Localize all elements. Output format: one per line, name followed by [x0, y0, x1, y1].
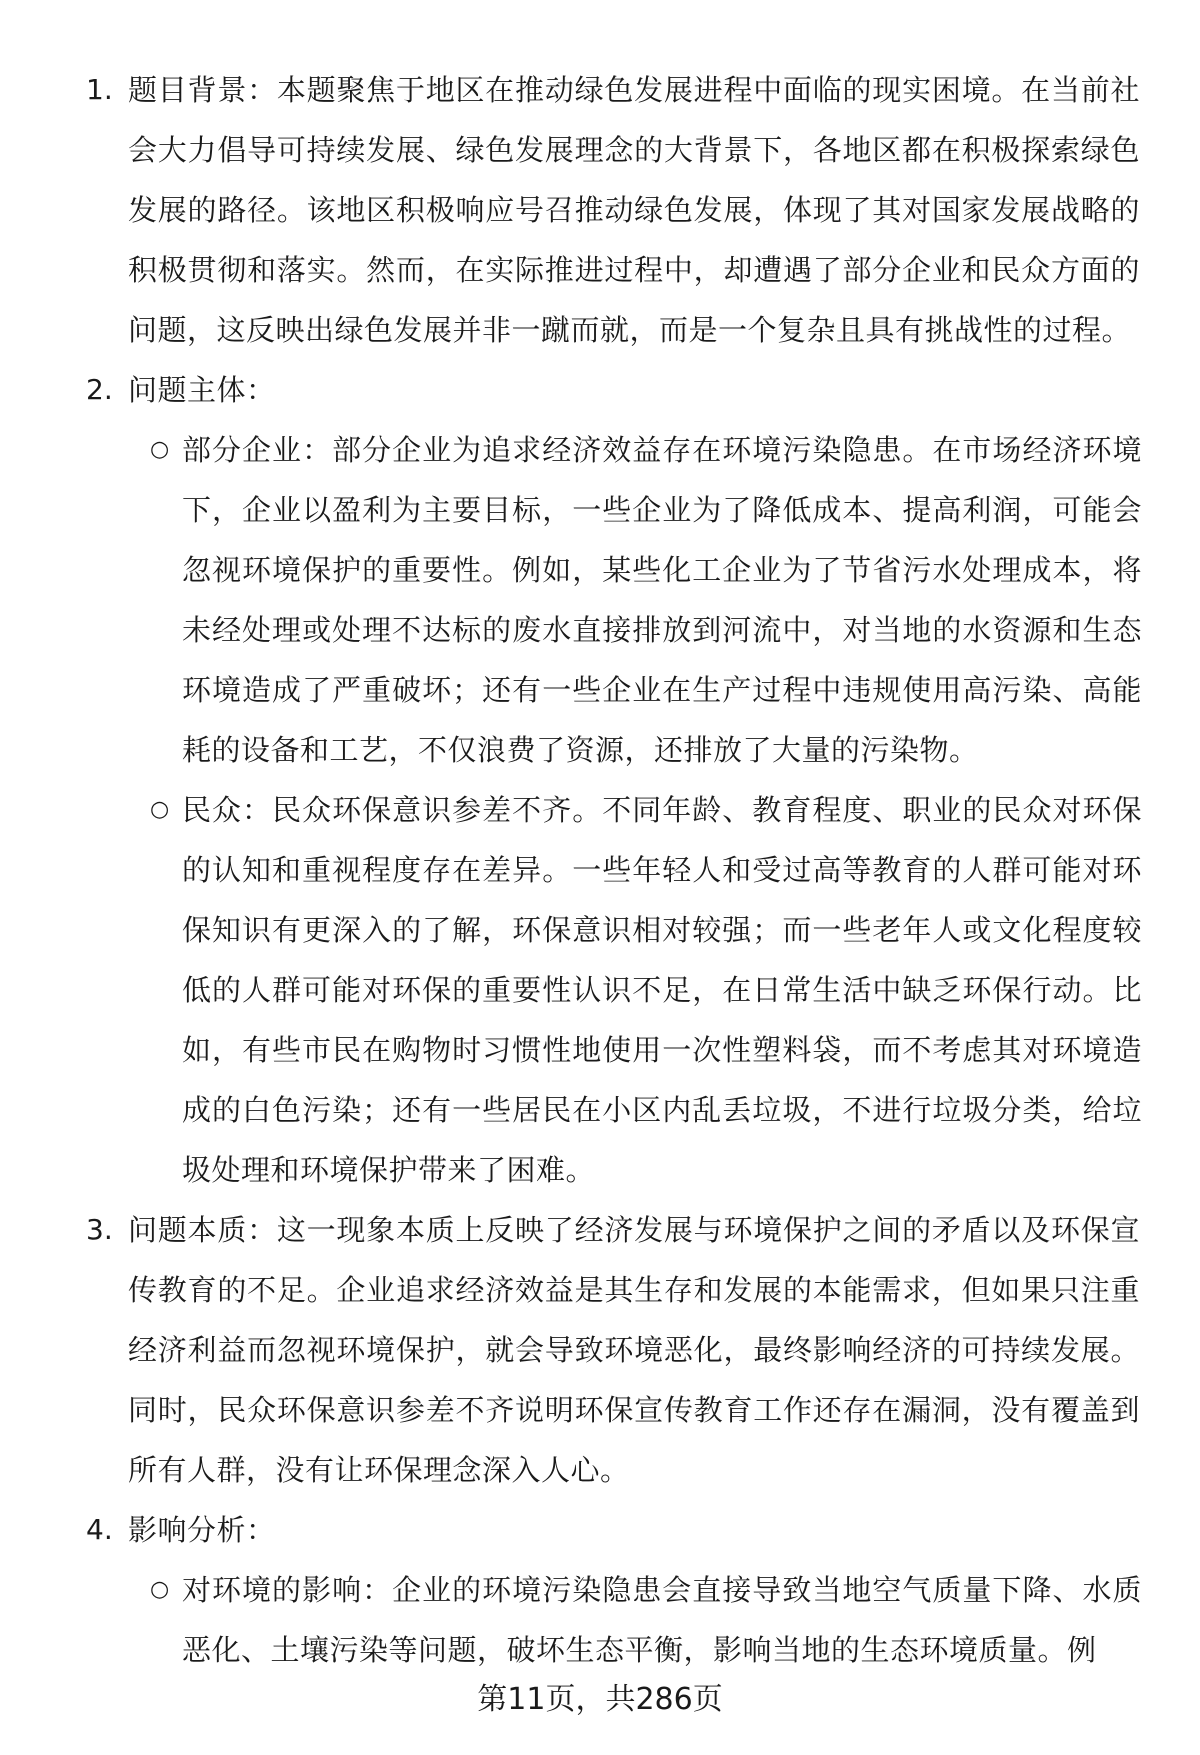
- sub-item-text: 部分企业：部分企业为追求经济效益存在环境污染隐患。在市场经济环境下，企业以盈利为主要目标，一些企业为了降低成本、提高利润，可能会忽视环境保护的重要性。例如，某些化工企业为了节省污水处理成本，将未经处理或处理不达标的废水直接排放到河流中，对当地的水资源和生态环境造成了严重破坏；还有一些企业在生产过程中违规使用高污染、高能耗的设备和工艺，不仅浪费了资源，还排放了大量的污染物。: [182, 433, 1142, 767]
- list-item-1: [0, 60, 1200, 360]
- list-number: 2.: [86, 373, 113, 406]
- sub-item-companies: [0, 420, 1200, 780]
- circle-bullet-icon: ○: [150, 1577, 170, 1602]
- sub-item-public: [0, 780, 1200, 1200]
- sub-item-text: 对环境的影响：企业的环境污染隐患会直接导致当地空气质量下降、水质恶化、土壤污染等问题，破坏生态平衡，影响当地的生态环境质量。例: [182, 1573, 1142, 1667]
- document-content: [0, 60, 1200, 1680]
- list-number: 4.: [86, 1513, 113, 1546]
- list-number: 1.: [86, 73, 113, 106]
- list-item-text: 问题主体：: [128, 373, 276, 407]
- circle-bullet-icon: ○: [150, 437, 170, 462]
- circle-bullet-icon: ○: [150, 797, 170, 822]
- list-item-3: [0, 1200, 1200, 1500]
- sub-item-text: 民众：民众环保意识参差不齐。不同年龄、教育程度、职业的民众对环保的认知和重视程度存在差异。一些年轻人和受过高等教育的人群可能对环保知识有更深入的了解，环保意识相对较强；而一些老年人或文化程度较低的人群可能对环保的重要性认识不足，在日常生活中缺乏环保行动。比如，有些市民在购物时习惯性地使用一次性塑料袋，而不考虑其对环境造成的白色污染；还有一些居民在小区内乱丢垃圾，不进行垃圾分类，给垃圾处理和环境保护带来了困难。: [182, 793, 1142, 1187]
- list-item-text: 问题本质：这一现象本质上反映了经济发展与环境保护之间的矛盾以及环保宣传教育的不足。企业追求经济效益是其生存和发展的本能需求，但如果只注重经济利益而忽视环境保护，就会导致环境恶化，最终影响经济的可持续发展。同时，民众环保意识参差不齐说明环保宣传教育工作还存在漏洞，没有覆盖到所有人群，没有让环保理念深入人心。: [128, 1213, 1140, 1487]
- page-number: 第11页，共286页: [477, 1682, 723, 1717]
- list-item-text: 影响分析：: [128, 1513, 276, 1547]
- sub-item-environment-impact: [0, 1560, 1200, 1680]
- list-number: 3.: [86, 1213, 113, 1246]
- list-item-text: 题目背景：本题聚焦于地区在推动绿色发展进程中面临的现实困境。在当前社会大力倡导可持续发展、绿色发展理念的大背景下，各地区都在积极探索绿色发展的路径。该地区积极响应号召推动绿色发展，体现了其对国家发展战略的积极贯彻和落实。然而，在实际推进过程中，却遭遇了部分企业和民众方面的问题，这反映出绿色发展并非一蹴而就，而是一个复杂且具有挑战性的过程。: [128, 73, 1140, 347]
- list-item-4: [0, 1500, 1200, 1560]
- list-item-2: [0, 360, 1200, 420]
